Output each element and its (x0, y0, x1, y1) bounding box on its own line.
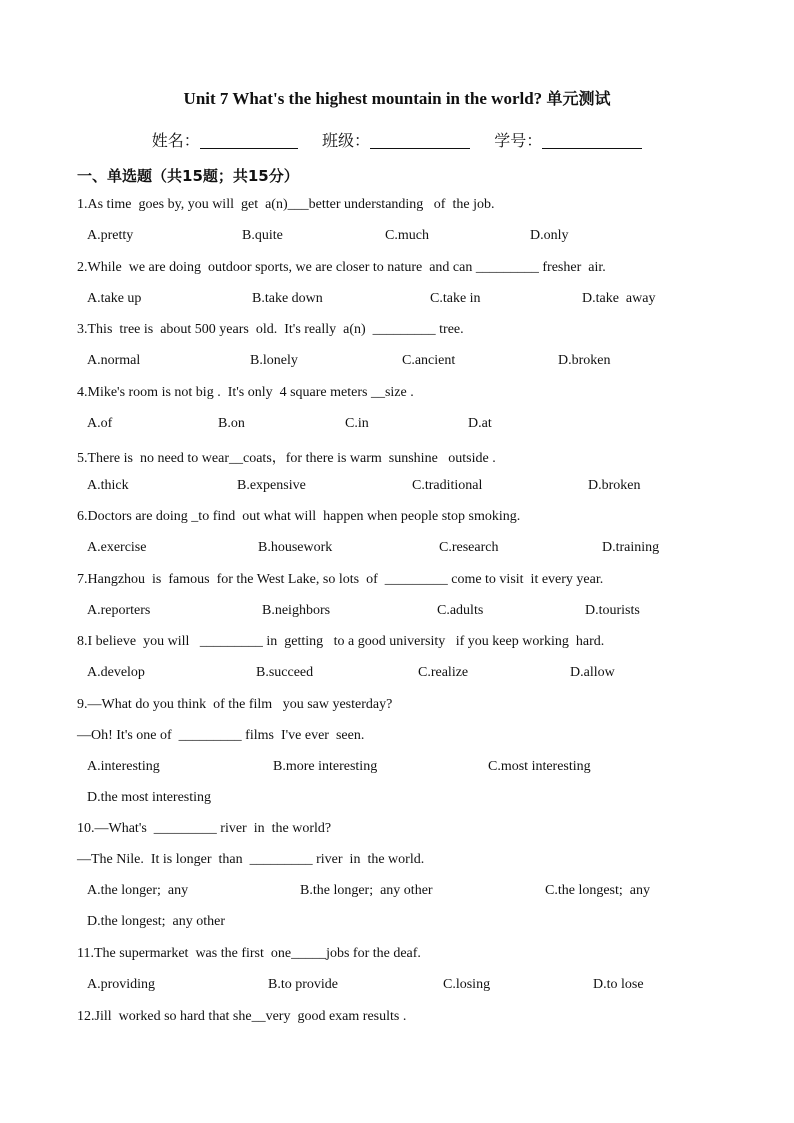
question-7-option-d[interactable]: D.tourists (585, 603, 640, 618)
question-1-option-d[interactable]: D.only (530, 228, 569, 243)
question-9-option-c[interactable]: C.most interesting (488, 759, 591, 774)
question-2-option-c[interactable]: C.take in (430, 291, 481, 306)
question-3-option-b[interactable]: B.lonely (250, 353, 298, 368)
question-11-stem: 11.The supermarket was the first one_____jobs for the deaf. (77, 946, 421, 961)
question-4-option-d[interactable]: D.at (468, 416, 492, 431)
question-5-option-d[interactable]: D.broken (588, 478, 641, 493)
question-5-stem: 5.There is no need to wear__coats，for there is warm sunshine outside . (77, 451, 496, 466)
name-field[interactable] (200, 130, 298, 149)
question-2-stem: 2.While we are doing outdoor sports, we are closer to nature and can _________ fresher air. (77, 260, 606, 275)
section-heading: 一、单选题（共15题；共15分） (77, 167, 299, 185)
question-4-option-c[interactable]: C.in (345, 416, 369, 431)
question-11-options (0, 977, 794, 997)
question-1-options (0, 228, 794, 248)
question-10-option-d[interactable]: D.the longest; any other (87, 914, 226, 929)
title-english: Unit 7 What's the highest mountain in the world? (183, 89, 543, 108)
question-7-option-b[interactable]: B.neighbors (262, 603, 331, 618)
question-10-option-b[interactable]: B.the longer; any other (300, 883, 433, 898)
question-6-option-c[interactable]: C.research (439, 540, 499, 555)
question-10-options (0, 883, 794, 929)
question-8-option-b[interactable]: B.succeed (256, 665, 314, 680)
question-8-option-c[interactable]: C.realize (418, 665, 469, 680)
question-9-option-b[interactable]: B.more interesting (273, 759, 378, 774)
question-9-line-2: —Oh! It's one of _________ films I've ever seen. (77, 728, 365, 743)
question-8-option-d[interactable]: D.allow (570, 665, 615, 680)
question-6-options (0, 540, 794, 560)
question-11-option-d[interactable]: D.to lose (593, 977, 644, 992)
question-3-stem: 3.This tree is about 500 years old. It's really a(n) _________ tree. (77, 322, 464, 337)
question-6-stem: 6.Doctors are doing _to find out what will happen when people stop smoking. (77, 509, 521, 524)
question-11-option-c[interactable]: C.losing (443, 977, 491, 992)
question-9-options (0, 759, 794, 805)
question-10-option-c[interactable]: C.the longest; any (545, 883, 650, 898)
question-6-option-a[interactable]: A.exercise (87, 540, 147, 555)
question-3-option-c[interactable]: C.ancient (402, 353, 456, 368)
question-5-option-a[interactable]: A.thick (87, 478, 129, 493)
question-2-options (0, 291, 794, 311)
question-4-options (0, 416, 794, 436)
question-5-option-c[interactable]: C.traditional (412, 478, 483, 493)
student-id-field[interactable] (542, 130, 642, 149)
question-5-option-b[interactable]: B.expensive (237, 478, 306, 493)
question-2-option-d[interactable]: D.take away (582, 291, 656, 306)
question-7-options (0, 603, 794, 623)
class-field[interactable] (370, 130, 470, 149)
question-10-stem: 10.—What's _________ river in the world? (77, 821, 332, 836)
question-2-option-a[interactable]: A.take up (87, 291, 142, 306)
question-1-option-c[interactable]: C.much (385, 228, 429, 243)
question-10-line-2: —The Nile. It is longer than _________ river in the world. (77, 852, 425, 867)
page-title (0, 86, 794, 109)
question-6-option-d[interactable]: D.training (602, 540, 660, 555)
question-10-option-a[interactable]: A.the longer; any (87, 883, 189, 898)
question-7-stem: 7.Hangzhou is famous for the West Lake, so lots of _________ come to visit it every year. (77, 572, 604, 587)
question-1-option-a[interactable]: A.pretty (87, 228, 134, 243)
question-9-stem: 9.—What do you think of the film you saw yesterday? (77, 697, 393, 712)
question-6-option-b[interactable]: B.housework (258, 540, 333, 555)
question-8-option-a[interactable]: A.develop (87, 665, 145, 680)
title-chinese: 单元测试 (546, 89, 611, 108)
question-9-option-a[interactable]: A.interesting (87, 759, 160, 774)
question-1-stem: 1.As time goes by, you will get a(n)___better understanding of the job. (77, 197, 495, 212)
student-id-label: 学号： (494, 131, 543, 150)
question-12-stem: 12.Jill worked so hard that she__very good exam results . (77, 1009, 407, 1024)
question-3-option-a[interactable]: A.normal (87, 353, 141, 368)
question-11-option-a[interactable]: A.providing (87, 977, 156, 992)
question-8-options (0, 665, 794, 685)
student-info-row (0, 128, 794, 151)
question-7-option-a[interactable]: A.reporters (87, 603, 151, 618)
question-9-option-d[interactable]: D.the most interesting (87, 790, 212, 805)
class-label: 班级： (321, 131, 370, 150)
question-1-option-b[interactable]: B.quite (242, 228, 283, 243)
question-3-options (0, 353, 794, 373)
question-4-stem: 4.Mike's room is not big . It's only 4 square meters __size . (77, 385, 414, 400)
question-8-stem: 8.I believe you will _________ in getting to a good university if you keep working hard. (77, 634, 605, 649)
question-5-options (0, 478, 794, 498)
question-2-option-b[interactable]: B.take down (252, 291, 323, 306)
name-label: 姓名： (151, 131, 200, 150)
question-4-option-b[interactable]: B.on (218, 416, 245, 431)
question-11-option-b[interactable]: B.to provide (268, 977, 338, 992)
question-3-option-d[interactable]: D.broken (558, 353, 611, 368)
question-4-option-a[interactable]: A.of (87, 416, 113, 431)
question-7-option-c[interactable]: C.adults (437, 603, 484, 618)
